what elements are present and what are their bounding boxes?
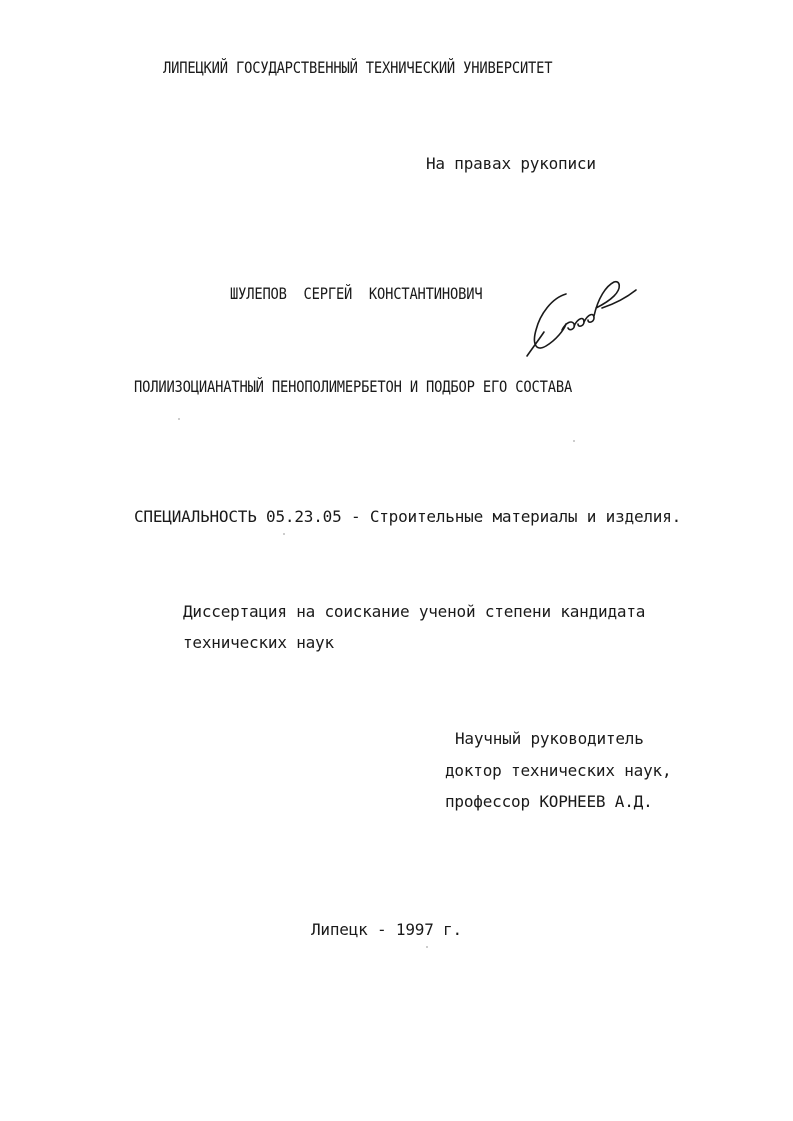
university-name: ЛИПЕЦКИЙ ГОСУДАРСТВЕННЫЙ ТЕХНИЧЕСКИЙ УНИВЕРСИТЕТ xyxy=(163,58,553,77)
advisor-name: профессор КОРНЕЕВ А.Д. xyxy=(445,792,653,811)
specialty-line: СПЕЦИАЛЬНОСТЬ 05.23.05 - Строительные материалы и изделия. xyxy=(134,507,682,526)
handwritten-signature xyxy=(522,268,640,364)
scan-speck xyxy=(283,533,285,535)
dissertation-degree-line-2: технических наук xyxy=(183,633,334,652)
city-year: Липецк - 1997 г. xyxy=(311,920,462,939)
author-name: ШУЛЕПОВ СЕРГЕЙ КОНСТАНТИНОВИЧ xyxy=(230,284,483,303)
scan-speck xyxy=(426,946,428,948)
advisor-role: Научный руководитель xyxy=(455,729,644,748)
dissertation-degree-line-1: Диссертация на соискание ученой степени кандидата xyxy=(183,602,646,621)
advisor-degree: доктор технических наук, xyxy=(445,761,672,780)
scan-speck xyxy=(573,440,575,442)
scan-speck xyxy=(178,418,180,420)
manuscript-rights-note: На правах рукописи xyxy=(426,154,596,173)
dissertation-title: ПОЛИИЗОЦИАНАТНЫЙ ПЕНОПОЛИМЕРБЕТОН И ПОДБОР ЕГО СОСТАВА xyxy=(134,377,573,396)
